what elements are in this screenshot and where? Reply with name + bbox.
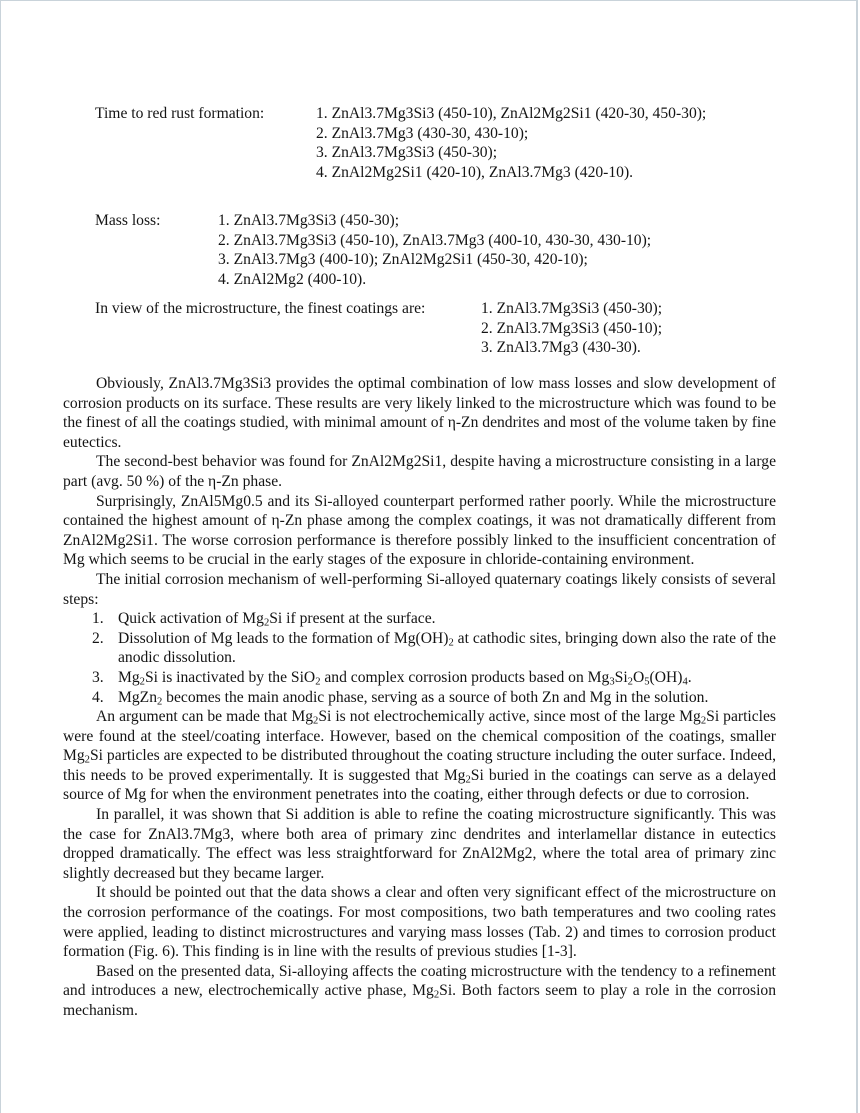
step-number: 2. <box>92 629 104 647</box>
subscript: 5 <box>644 676 650 688</box>
subscript: 2 <box>315 676 321 688</box>
paragraph <box>63 707 776 805</box>
ranking-item: 2. ZnAl3.7Mg3Si3 (450-10); <box>481 319 663 337</box>
step-number: 1. <box>92 610 104 628</box>
discussion-body <box>63 374 776 1021</box>
paragraph: It should be pointed out that the data shows a clear and often very significant effect of the microstructure on the corrosion performance of the coatings. For most compositions, two bath temperatures and two cooling rates were applied, leading to distinct microstructures and varying mass losses (Tab. 2) and times to corrosion product formation (Fig. 6). This finding is in line with the results of previous studies [1-3]. <box>63 884 776 961</box>
step-text: at cathodic sites, bringing down also the rate of the anodic dissolution. <box>118 629 776 667</box>
subscript: 2 <box>263 617 270 629</box>
subscript: 2 <box>700 715 707 727</box>
ranking-item: 4. ZnAl2Mg2 (400-10). <box>218 270 367 288</box>
paragraph: The initial corrosion mechanism of well-performing Si-alloyed quaternary coatings likely consists of several steps: <box>63 570 776 608</box>
step-text: MgZn <box>118 688 157 706</box>
ranking-item: 3. ZnAl3.7Mg3 (430-30). <box>481 339 641 357</box>
text-run: An argument can be made that Mg <box>96 708 314 726</box>
step-text: Mg <box>118 668 140 686</box>
ranking-label: Time to red rust formation: <box>95 105 265 122</box>
ranking-item: 2. ZnAl3.7Mg3 (430-30, 430-10); <box>316 124 529 142</box>
step-text: . <box>687 668 692 686</box>
step-text: becomes the main anodic phase, serving as a source of both Zn and Mg in the solution. <box>162 688 709 706</box>
ranking-item: 1. ZnAl3.7Mg3Si3 (450-10), ZnAl2Mg2Si1 (420-30, 450-30); <box>316 105 707 122</box>
text-run: Si particles are expected to be distributed throughout the coating structure including the outer surface. Indeed, this needs to be proved experimentally. It is suggested that Mg <box>63 747 776 784</box>
step-text: Dissolution of Mg leads to the formation of Mg(OH) <box>118 629 449 647</box>
step-text: (OH) <box>649 668 683 686</box>
step-text: and complex corrosion products based on Mg <box>320 668 610 686</box>
step-text: Si is inactivated by the SiO <box>144 668 316 686</box>
text-run: Si buried in the coatings can serve as a delayed source of Mg for when the environment penetrates into the coating, either through defects or due to corrosion. <box>63 766 776 804</box>
mechanism-step <box>63 609 776 629</box>
ranking-item: 1. ZnAl3.7Mg3Si3 (450-30); <box>481 300 663 317</box>
text-run: Si. Both factors seem to play a role in the corrosion mechanism. <box>63 982 776 1019</box>
ranking-list <box>481 299 662 358</box>
subscript: 2 <box>84 754 90 766</box>
paragraph: In parallel, it was shown that Si addition is able to refine the coating microstructure significantly. This was the case for ZnAl3.7Mg3, where both area of primary zinc dendrites and interlamellar distance in eutectics dropped dramatically. The effect was less straightforward for ZnAl2Mg2, where the total area of primary zinc slightly decreased but they became larger. <box>63 806 776 882</box>
text-run: Si particles were found at the steel/coating interface. However, based on the chemical composition of the coatings, smaller Mg <box>63 708 776 765</box>
ranking-item: 4. ZnAl2Mg2Si1 (420-10), ZnAl3.7Mg3 (420-10). <box>316 163 634 181</box>
step-number: 3. <box>92 668 104 686</box>
mechanism-step <box>63 688 776 708</box>
step-text: Si if present at the surface. <box>269 610 436 628</box>
subscript: 2 <box>156 696 163 708</box>
subscript: 2 <box>448 637 454 649</box>
ranking-label: Mass loss: <box>95 212 161 229</box>
ranking-label: In view of the microstructure, the finest coatings are: <box>95 300 426 317</box>
step-text: Si <box>614 668 628 686</box>
subscript: 2 <box>433 990 440 1002</box>
step-text: O <box>632 668 645 686</box>
ranking-list <box>218 211 651 289</box>
paragraph: Surprisingly, ZnAl5Mg0.5 and its Si-alloyed counterpart performed rather poorly. While the microstructure contained the highest amount of η-Zn phase among the complex coatings, it was not dramatically different from ZnAl2Mg2Si1. The worse corrosion performance is therefore possibly linked to the insufficient concentration of Mg which seems to be crucial in the early stages of the exposure in chloride-containing environment. <box>63 492 776 569</box>
step-number: 4. <box>92 688 104 706</box>
subscript: 4 <box>682 676 688 688</box>
paragraph <box>63 962 776 1021</box>
paragraph: The second-best behavior was found for ZnAl2Mg2Si1, despite having a microstructure consisting in a large part (avg. 50 %) of the η-Zn phase. <box>63 453 776 490</box>
subscript: 2 <box>313 715 319 727</box>
mechanism-steps-list <box>63 609 776 707</box>
step-text: Quick activation of Mg <box>118 610 264 628</box>
paragraph: Obviously, ZnAl3.7Mg3Si3 provides the optimal combination of low mass losses and slow development of corrosion products on its surface. These results are very likely linked to the microstructure which was found to be the finest of all the coatings studied, with minimal amount of η-Zn dendrites and most of the volume taken by fine eutectics. <box>63 375 776 451</box>
ranking-item: 1. ZnAl3.7Mg3Si3 (450-30); <box>218 212 400 229</box>
subscript: 2 <box>465 774 471 786</box>
text-run: Si is not electrochemically active, since most of the large Mg <box>318 708 701 726</box>
mechanism-step <box>63 629 776 668</box>
mechanism-step <box>63 668 776 688</box>
text-run: Based on the presented data, Si-alloying affects the coating microstructure with the tendency to a refinement and introduces a new, electrochemically active phase, Mg <box>63 962 776 1000</box>
subscript: 2 <box>627 676 633 688</box>
ranking-item: 3. ZnAl3.7Mg3 (400-10); ZnAl2Mg2Si1 (450-30, 420-10); <box>218 251 588 269</box>
ranking-item: 2. ZnAl3.7Mg3Si3 (450-10), ZnAl3.7Mg3 (400-10, 430-30, 430-10); <box>218 231 652 249</box>
ranking-item: 3. ZnAl3.7Mg3Si3 (450-30); <box>316 144 498 162</box>
subscript: 3 <box>609 676 615 688</box>
subscript: 2 <box>139 676 145 688</box>
ranking-list <box>316 104 706 182</box>
